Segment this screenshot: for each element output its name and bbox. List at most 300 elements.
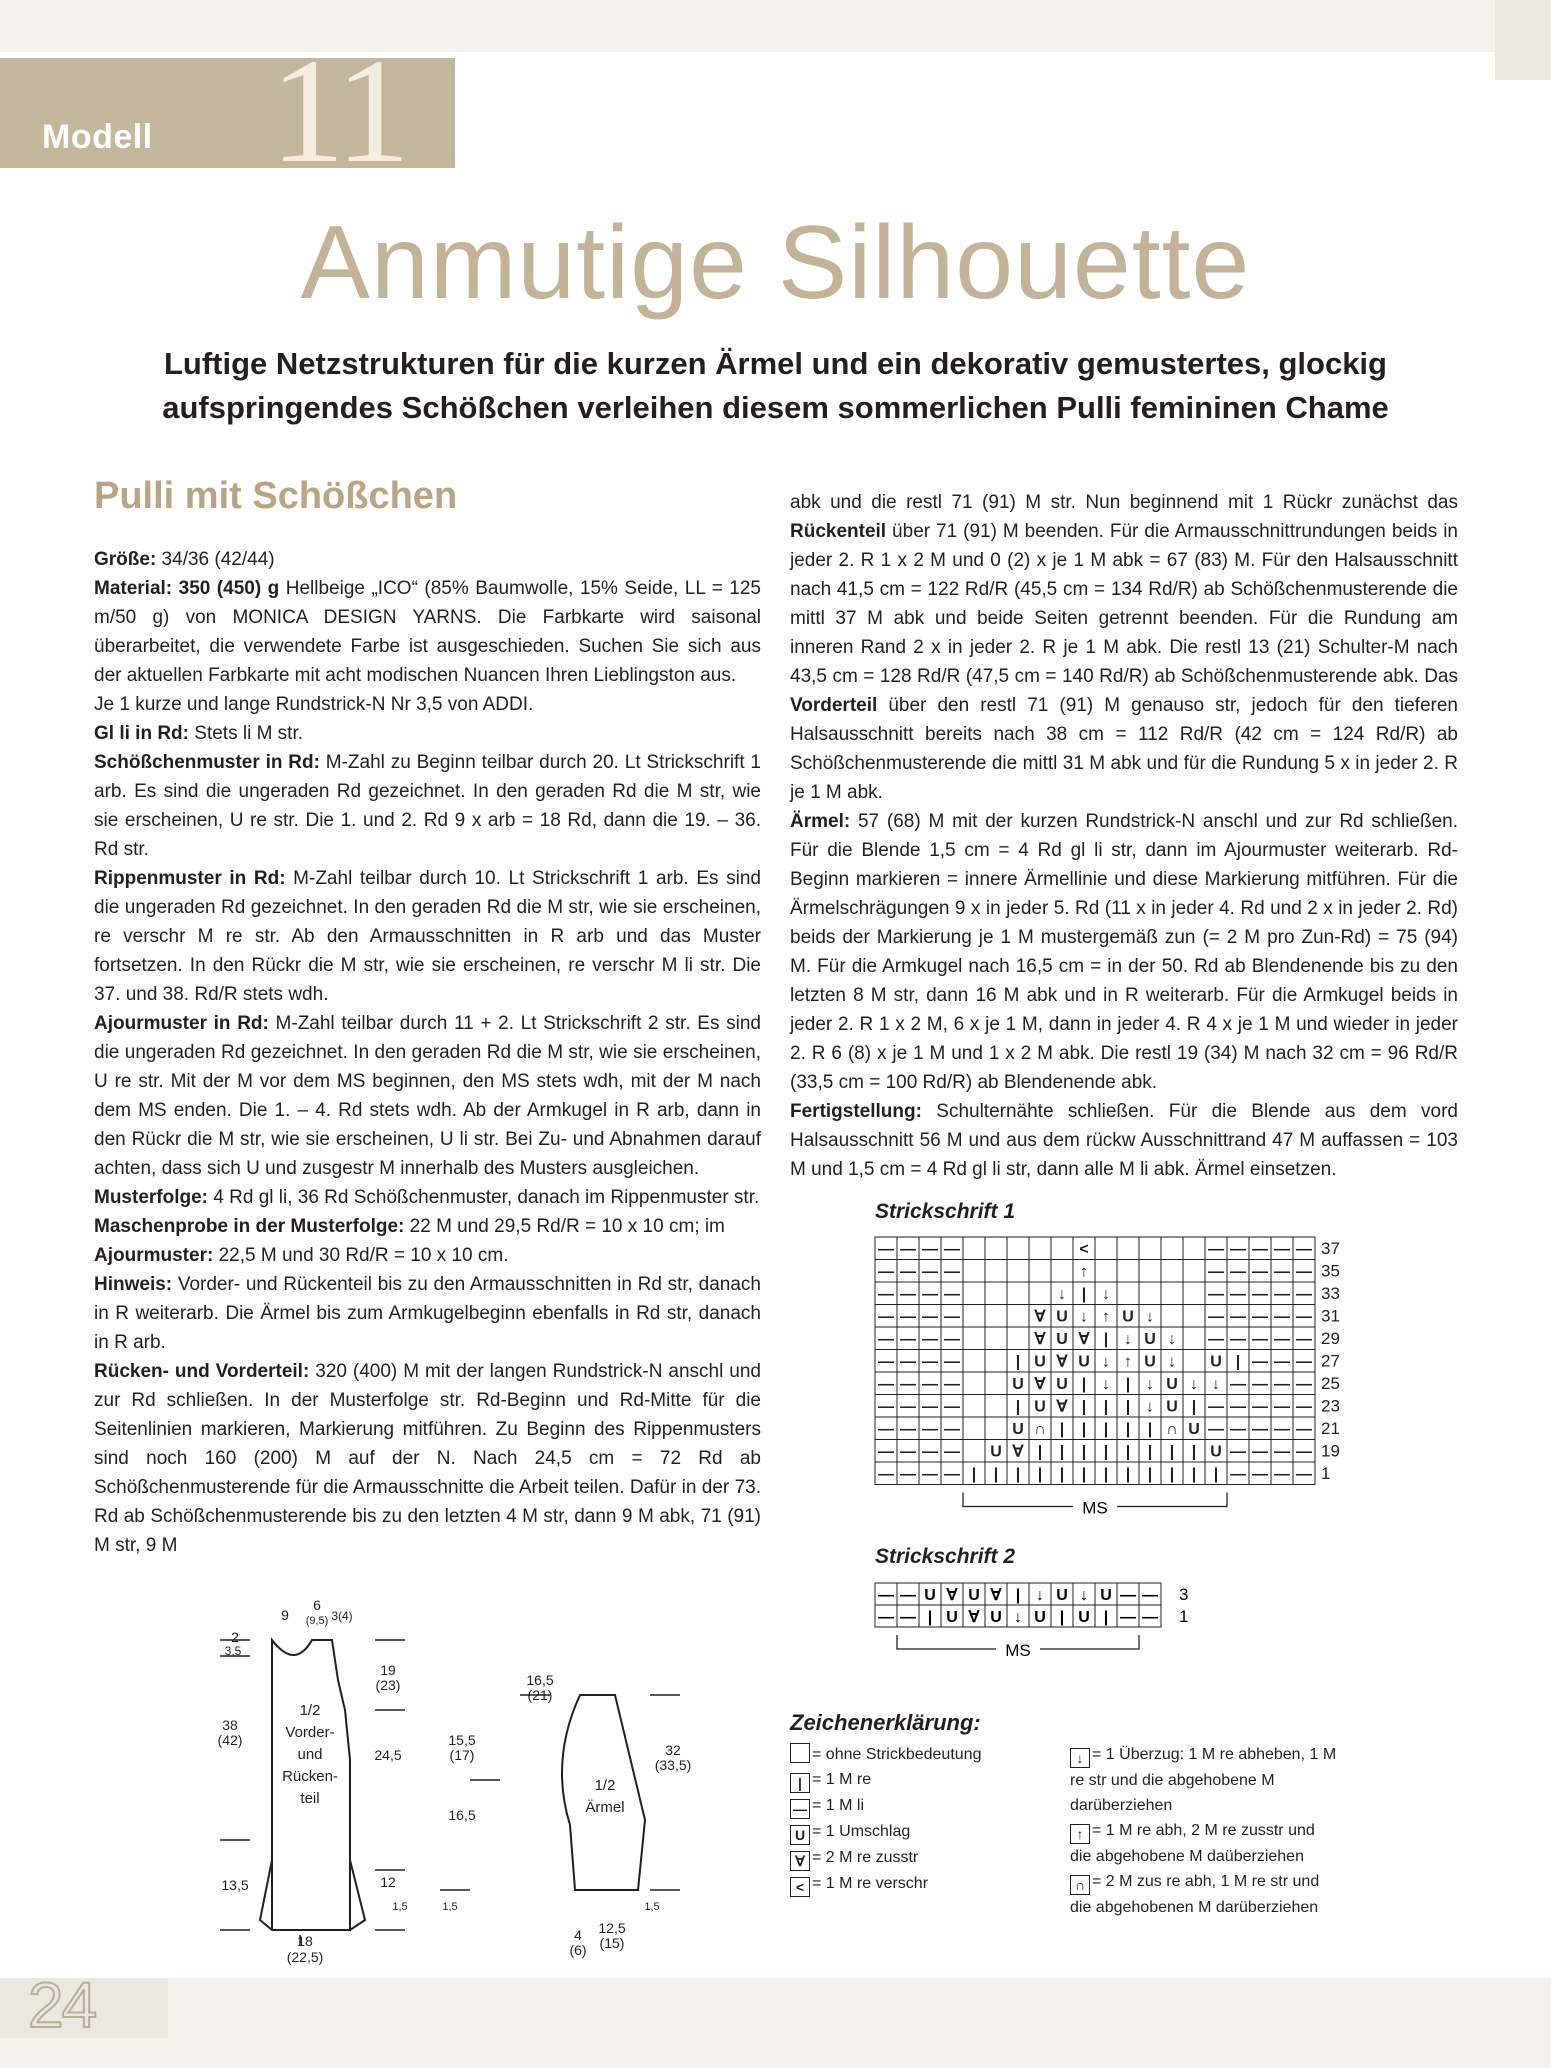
- chart-symbol: —: [944, 1331, 960, 1348]
- chart-symbol: —: [922, 1376, 938, 1393]
- chart-symbol: —: [878, 1331, 894, 1348]
- chart-symbol: —: [900, 1241, 916, 1258]
- chart-symbol: U: [1034, 1353, 1046, 1371]
- schematic-label: 1/2: [299, 1702, 321, 1719]
- chart-symbol: |: [1103, 1443, 1109, 1461]
- subtitle: [40, 342, 1511, 430]
- chart-cell: [985, 1305, 1007, 1328]
- chart-cell: [1183, 1237, 1205, 1260]
- legend-left: [790, 1742, 1080, 1897]
- chart-symbol: —: [878, 1587, 894, 1604]
- chart-symbol: —: [1296, 1308, 1312, 1326]
- chart-symbol: U: [946, 1609, 958, 1626]
- chart-cell: [1183, 1260, 1205, 1283]
- chart-row-label: 27: [1321, 1351, 1340, 1371]
- legend-title: Zeichenerklärung:: [790, 1710, 981, 1735]
- chart-cell: [963, 1372, 985, 1395]
- chart-symbol: —: [878, 1241, 894, 1258]
- chart-symbol: —: [1142, 1609, 1158, 1626]
- chart-symbol: —: [1230, 1308, 1246, 1326]
- chart-symbol: |: [1191, 1443, 1197, 1461]
- schematic-label: Vorder-: [285, 1724, 335, 1741]
- chart-symbol: ∀: [968, 1609, 980, 1626]
- legend-text: = 1 M re verschr: [812, 1875, 929, 1892]
- chart-symbol: |: [1169, 1443, 1175, 1461]
- chart-cell: [1161, 1282, 1183, 1305]
- chart-symbol: ↓: [1058, 1286, 1066, 1303]
- chart-symbol: |: [1235, 1353, 1241, 1371]
- chart-symbol: —: [1208, 1331, 1224, 1348]
- instruction-label: Ajourmuster in Rd:: [94, 1013, 269, 1034]
- instruction-text: M-Zahl teilbar durch 10. Lt Strickschrift 1 arb. Es sind die ungeraden Rd gezeichnet. In den geraden Rd die M str, wie sie erscheinen, re verschr M re str. Ab den Armausschnitten in R arb und das Muster fortsetzen. In den Rückr die M str, wie sie erscheinen, re verschr M li str. Die 37. und 38. Rd/R stets wdh.: [94, 868, 761, 1005]
- chart-symbol: |: [1059, 1466, 1065, 1483]
- instruction-text: 22,5 M und 30 Rd/R = 10 x 10 cm.: [213, 1245, 509, 1266]
- instruction-label: Schößchenmuster in Rd:: [94, 752, 320, 773]
- chart-symbol: —: [1296, 1421, 1312, 1438]
- chart-cell: [1029, 1282, 1051, 1305]
- schematic-label: (17): [449, 1747, 475, 1763]
- schematic-label: 24,5: [374, 1747, 402, 1763]
- chart-symbol: ∀: [1078, 1331, 1090, 1348]
- chart-symbol: —: [922, 1398, 938, 1416]
- chart-symbol: —: [900, 1308, 916, 1326]
- chart-symbol: —: [1208, 1286, 1224, 1303]
- chart-symbol: —: [1208, 1421, 1224, 1438]
- instruction-label: Größe:: [94, 549, 157, 570]
- chart-symbol: ∩: [1166, 1421, 1178, 1438]
- chart-symbol: |: [1191, 1466, 1197, 1483]
- chart-symbol: —: [1252, 1331, 1268, 1348]
- chart-row-label: 1: [1321, 1464, 1331, 1483]
- chart-symbol: U: [1144, 1353, 1156, 1371]
- chart-symbol: —: [944, 1263, 960, 1281]
- chart-symbol: U: [1100, 1587, 1112, 1604]
- instruction-label: Rippenmuster in Rd:: [94, 868, 286, 889]
- chart-symbol: —: [1274, 1331, 1290, 1348]
- chart-cell: [1029, 1260, 1051, 1283]
- chart-symbol: U: [1122, 1308, 1134, 1326]
- chart-symbol: —: [1230, 1331, 1246, 1348]
- legend-item: [790, 1793, 1080, 1819]
- legend-symbol-icon: ↑: [1070, 1824, 1090, 1844]
- chart-symbol: |: [1081, 1421, 1087, 1438]
- schematic-label: 12: [380, 1874, 396, 1890]
- chart-symbol: |: [1147, 1421, 1153, 1438]
- chart-symbol: —: [1252, 1286, 1268, 1303]
- chart-symbol: —: [1252, 1466, 1268, 1483]
- chart-symbol: —: [922, 1466, 938, 1483]
- chart-symbol: —: [1230, 1466, 1246, 1483]
- chart-symbol: —: [944, 1308, 960, 1326]
- chart-symbol: —: [1208, 1398, 1224, 1416]
- legend-text: = 1 Überzug: 1 M re abheben, 1 M re str und die abgehobene M darüberziehen: [1070, 1746, 1337, 1814]
- page-number: 24: [28, 1969, 96, 2041]
- chart-symbol: —: [878, 1609, 894, 1626]
- instruction-text: 22 M und 29,5 Rd/R = 10 x 10 cm; im: [404, 1216, 725, 1237]
- ms-label: MS: [1005, 1641, 1031, 1660]
- chart-symbol: U: [1056, 1587, 1068, 1604]
- chart-symbol: |: [1015, 1587, 1021, 1604]
- chart-symbol: —: [878, 1443, 894, 1461]
- instruction-label: Rückenteil: [790, 521, 887, 542]
- chart-symbol: —: [944, 1241, 960, 1258]
- chart-symbol: ↓: [1212, 1376, 1220, 1393]
- chart-symbol: —: [1296, 1443, 1312, 1461]
- chart-symbol: ↓: [1102, 1353, 1110, 1371]
- instructions-column-2: [790, 488, 1458, 1184]
- schematic-label: 32: [665, 1742, 681, 1758]
- chart-symbol: —: [1230, 1376, 1246, 1393]
- chart-symbol: U: [1144, 1331, 1156, 1348]
- ms-label: MS: [1082, 1498, 1108, 1518]
- chart-symbol: |: [1147, 1443, 1153, 1461]
- schematic-label: 2: [231, 1629, 239, 1645]
- chart-cell: [985, 1260, 1007, 1283]
- chart-cell: [1051, 1237, 1073, 1260]
- chart-symbol: —: [1252, 1263, 1268, 1281]
- chart-symbol: —: [944, 1421, 960, 1438]
- chart-symbol: —: [944, 1466, 960, 1483]
- chart-symbol: —: [900, 1443, 916, 1461]
- chart-symbol: —: [878, 1286, 894, 1303]
- schematic-label: 3(4): [331, 1609, 353, 1623]
- chart-symbol: |: [1147, 1466, 1153, 1483]
- chart-cell: [963, 1260, 985, 1283]
- legend-item: [790, 1819, 1080, 1845]
- instruction-text: über den restl 71 (91) M genauso str, jedoch für den tieferen Halsausschnitt bereits nach 38 cm = 112 Rd/R (42 cm = 124 Rd/R) ab Schößchenmusterende die mittl 31 M abk und für die Rundung 5 x in jeder 2. R je 1 M abk.: [790, 695, 1458, 803]
- chart-symbol: |: [1015, 1353, 1021, 1371]
- chart-cell: [1183, 1282, 1205, 1305]
- peplum-outline: [350, 1860, 365, 1930]
- instruction-label: Vorderteil: [790, 695, 878, 716]
- chart-symbol: ∀: [1034, 1308, 1046, 1326]
- chart-symbol: —: [1296, 1353, 1312, 1371]
- instruction-text: abk und die restl 71 (91) M str. Nun beginnend mit 1 Rückr zunächst das: [790, 492, 1458, 513]
- chart-symbol: |: [993, 1466, 999, 1483]
- chart-symbol: —: [1274, 1241, 1290, 1258]
- schematic-label: 1/2: [594, 1777, 616, 1794]
- chart-cell: [1095, 1237, 1117, 1260]
- schematic-label: 9: [281, 1607, 289, 1623]
- chart-symbol: —: [1252, 1443, 1268, 1461]
- chart-symbol: —: [1274, 1353, 1290, 1371]
- chart-cell: [1007, 1237, 1029, 1260]
- chart-symbol: —: [944, 1286, 960, 1303]
- chart-cell: [1117, 1260, 1139, 1283]
- chart-symbol: |: [971, 1466, 977, 1483]
- chart-symbol: |: [1081, 1443, 1087, 1461]
- legend-item: [790, 1767, 1080, 1793]
- chart-symbol: <: [1079, 1241, 1089, 1258]
- chart-cell: [1117, 1237, 1139, 1260]
- chart-symbol: U: [1078, 1609, 1090, 1626]
- schematic-label: 16,5: [526, 1672, 554, 1688]
- chart-symbol: —: [1252, 1308, 1268, 1326]
- chart-symbol: ∀: [1034, 1376, 1046, 1393]
- chart-symbol: |: [1059, 1443, 1065, 1461]
- chart-symbol: —: [1208, 1263, 1224, 1281]
- chart-symbol: ∀: [1012, 1443, 1024, 1461]
- chart-row-label: 21: [1321, 1419, 1340, 1438]
- instruction-label: Gl li in Rd:: [94, 723, 189, 744]
- chart-row-label: 37: [1321, 1239, 1340, 1258]
- chart-cell: [985, 1237, 1007, 1260]
- instruction-text: Stets li M str.: [189, 723, 304, 744]
- chart-row-label: 35: [1321, 1261, 1340, 1281]
- schematic-label: (15): [599, 1935, 625, 1951]
- chart-symbol: —: [1252, 1421, 1268, 1438]
- chart-symbol: |: [1169, 1466, 1175, 1483]
- chart-symbol: U: [1166, 1376, 1178, 1393]
- chart-symbol: U: [1166, 1398, 1178, 1416]
- legend-symbol-icon: <: [790, 1877, 810, 1897]
- chart-symbol: —: [900, 1609, 916, 1626]
- schematic-label: 13,5: [221, 1877, 249, 1893]
- chart-cell: [1139, 1237, 1161, 1260]
- schematic-label: 12,5: [598, 1920, 626, 1936]
- chart-symbol: —: [944, 1398, 960, 1416]
- chart-symbol: —: [878, 1308, 894, 1326]
- legend-text: = 1 M re: [812, 1771, 872, 1788]
- schematic-label: Rücken-: [282, 1768, 338, 1785]
- chart-symbol: ∀: [946, 1587, 958, 1604]
- chart-cell: [1029, 1237, 1051, 1260]
- chart-row-label: 25: [1321, 1374, 1340, 1393]
- top-corner-decoration: [1495, 0, 1551, 80]
- chart-symbol: —: [1274, 1286, 1290, 1303]
- chart-symbol: —: [1274, 1421, 1290, 1438]
- chart-symbol: |: [1125, 1421, 1131, 1438]
- chart-symbol: U: [1210, 1443, 1222, 1461]
- schematic-label: 16,5: [448, 1807, 476, 1823]
- chart-symbol: —: [878, 1421, 894, 1438]
- chart-cell: [985, 1372, 1007, 1395]
- schematic-label: 15,5: [448, 1732, 476, 1748]
- chart-symbol: —: [1230, 1421, 1246, 1438]
- modell-number: 11: [270, 28, 407, 194]
- chart-symbol: |: [1103, 1421, 1109, 1438]
- chart-symbol: ↓: [1102, 1376, 1110, 1393]
- chart-symbol: ∀: [1056, 1398, 1068, 1416]
- instructions-column-1: [94, 545, 761, 1560]
- legend-symbol-icon: [790, 1743, 810, 1763]
- legend-symbol-icon: U: [790, 1825, 810, 1845]
- chart-symbol: |: [1081, 1286, 1087, 1303]
- chart-symbol: ↓: [1146, 1398, 1154, 1416]
- schematic-label: 1,5: [392, 1901, 408, 1913]
- chart1-grid: [870, 1232, 1350, 1522]
- chart-symbol: —: [878, 1376, 894, 1393]
- chart-symbol: |: [1103, 1466, 1109, 1483]
- chart-symbol: |: [1125, 1466, 1131, 1483]
- chart-symbol: ↓: [1146, 1376, 1154, 1393]
- chart-symbol: —: [944, 1376, 960, 1393]
- chart-symbol: ↓: [1102, 1286, 1110, 1303]
- chart-symbol: |: [1125, 1443, 1131, 1461]
- chart-symbol: —: [1296, 1376, 1312, 1393]
- chart-symbol: —: [900, 1331, 916, 1348]
- chart-cell: [1139, 1282, 1161, 1305]
- chart-symbol: —: [922, 1286, 938, 1303]
- chart-symbol: ↑: [1080, 1263, 1088, 1281]
- chart-symbol: —: [1230, 1398, 1246, 1416]
- chart-symbol: U: [1210, 1353, 1222, 1371]
- chart-symbol: —: [1296, 1241, 1312, 1258]
- chart-cell: [1007, 1327, 1029, 1350]
- chart-row-label: 1: [1179, 1607, 1189, 1626]
- chart-symbol: —: [922, 1308, 938, 1326]
- chart-symbol: —: [1230, 1241, 1246, 1258]
- chart-symbol: U: [990, 1609, 1002, 1626]
- instruction-label: Ajourmuster:: [94, 1245, 214, 1266]
- chart-cell: [985, 1350, 1007, 1373]
- chart-cell: [963, 1327, 985, 1350]
- schematic-label: (22,5): [286, 1949, 324, 1965]
- chart-cell: [985, 1327, 1007, 1350]
- chart-cell: [1161, 1237, 1183, 1260]
- chart-symbol: —: [922, 1241, 938, 1258]
- chart-symbol: ↓: [1168, 1353, 1176, 1371]
- instruction-text: Schulternähte schließen. Für die Blende aus dem vord Halsausschnitt 56 M und aus dem rückw Ausschnittrand 47 M auffassen = 103 M und 1,5 cm = 4 Rd gl li str, dann alle M li abk. Ärmel einsetzen.: [790, 1101, 1458, 1180]
- instruction-label: Fertigstellung:: [790, 1101, 922, 1122]
- legend-right: [1070, 1742, 1340, 1920]
- chart-symbol: —: [900, 1587, 916, 1604]
- chart-symbol: —: [900, 1353, 916, 1371]
- chart-symbol: —: [878, 1398, 894, 1416]
- chart-cell: [985, 1282, 1007, 1305]
- instruction-label: Musterfolge:: [94, 1187, 208, 1208]
- instruction-text: M-Zahl zu Beginn teilbar durch 20. Lt Strickschrift 1 arb. Es sind die ungeraden Rd gezeichnet. In den geraden Rd die M str, wie sie erscheinen, U re str. Die 1. und 2. Rd 9 x arb = 18 Rd, dann die 19. – 36. Rd str.: [94, 752, 761, 860]
- chart-symbol: U: [1188, 1421, 1200, 1438]
- legend-text: = ohne Strickbedeutung: [812, 1746, 982, 1763]
- chart-symbol: ∀: [990, 1587, 1002, 1604]
- chart-symbol: —: [878, 1466, 894, 1483]
- instruction-text: Vorder- und Rückenteil bis zu den Armausschnitten in Rd str, danach in R weiterarb. Die Ärmel bis zum Armkugelbeginn ebenfalls in Rd str, danach in R arb.: [94, 1274, 761, 1353]
- chart-symbol: —: [1274, 1443, 1290, 1461]
- peplum-outline: [260, 1860, 272, 1930]
- chart-symbol: U: [1078, 1353, 1090, 1371]
- chart-symbol: ↓: [1190, 1376, 1198, 1393]
- chart-symbol: |: [1103, 1609, 1109, 1626]
- instruction-label: Rücken- und Vorderteil:: [94, 1361, 310, 1382]
- legend-symbol-icon: —: [790, 1799, 810, 1819]
- chart-symbol: |: [1059, 1421, 1065, 1438]
- chart-symbol: |: [1125, 1376, 1131, 1393]
- chart-symbol: |: [1037, 1443, 1043, 1461]
- chart-symbol: —: [900, 1286, 916, 1303]
- chart-symbol: —: [1252, 1353, 1268, 1371]
- legend-symbol-icon: ∀: [790, 1851, 810, 1871]
- legend-symbol-icon: ↓: [1070, 1748, 1090, 1768]
- legend-item: [790, 1845, 1080, 1871]
- schematic-label: 3,5: [224, 1644, 242, 1658]
- chart-symbol: U: [1056, 1331, 1068, 1348]
- chart-cell: [1183, 1350, 1205, 1373]
- chart-symbol: |: [1103, 1398, 1109, 1416]
- chart-symbol: —: [1274, 1398, 1290, 1416]
- chart-symbol: —: [1252, 1398, 1268, 1416]
- chart-symbol: U: [1056, 1376, 1068, 1393]
- chart-symbol: —: [1142, 1587, 1158, 1604]
- chart-cell: [1051, 1260, 1073, 1283]
- chart-symbol: —: [900, 1466, 916, 1483]
- schematic-label: 38: [222, 1717, 238, 1733]
- schematic-label: (21): [527, 1687, 553, 1703]
- legend-text: = 2 M re zusstr: [812, 1849, 919, 1866]
- chart-symbol: —: [900, 1263, 916, 1281]
- legend-text: = 2 M zus re abh, 1 M re str und die abgehobenen M darüberziehen: [1070, 1873, 1320, 1916]
- instruction-text: über 71 (91) M beenden. Für die Armausschnittrundungen beids in jeder 2. R 1 x 2 M und 0 (2) x je 1 M abk = 67 (83) M. Für den Halsausschnitt nach 41,5 cm = 122 Rd/R (45,5 cm = 134 Rd/R) ab Schößchenmusterende die mittl 37 M abk und beide Seiten getrennt beenden. Für die Rundung am inneren Rand 2 x in jeder 2. R je 1 M abk. Die restl 13 (21) Schulter-M nach 43,5 cm = 128 Rd/R (47,5 cm = 140 Rd/R) ab Schößchenmusterende abk. Das: [790, 521, 1458, 687]
- instruction-text: M-Zahl teilbar durch 11 + 2. Lt Strickschrift 2 str. Es sind die ungeraden Rd gezeichnet. In den geraden Rd die M str, wie sie erscheinen, U re str. Mit der M vor dem MS beginnen, den MS stets wdh, mit der M nach dem MS enden. Die 1. – 4. Rd stets wdh. Ab der Armkugel in R arb, dann in den Rückr die M str, wie sie erscheinen, U li str. Bei Zu- und Abnahmen darauf achten, dass sich U und zusgestr M innerhalb des Musters ausgleichen.: [94, 1013, 761, 1179]
- legend-item: [1070, 1818, 1340, 1869]
- legend-item: [790, 1742, 1080, 1767]
- chart-cell: [1161, 1260, 1183, 1283]
- instruction-text: 57 (68) M mit der kurzen Rundstrick-N anschl und zur Rd schließen. Für die Blende 1,5 cm = 4 Rd gl li str, dann im Ajourmuster weiterarb. Rd-Beginn markieren = innere Ärmellinie und diese Markierung mitführen. Für die Ärmelschrägungen 9 x in jeder 5. Rd (11 x in jeder 4. Rd und 2 x in jeder 2. Rd) beids der Markierung je 1 M mustergemäß zun (= 2 M pro Zun-Rd) = 75 (94) M. Für die Armkugel nach 16,5 cm = in der 50. Rd ab Blendenende bis zu den letzten 8 M str, dann 16 M abk und in R weiterarb. Für die Armkugel beids in jeder 2. R 1 x 2 M, 6 x je 1 M, dann in jeder 4. R 4 x je 1 M und wieder in jeder 2. R 6 (8) x je 1 M und 1 x 2 M abk. Die restl 19 (34) M nach 32 cm = 96 Rd/R (33,5 cm = 100 Rd/R) ab Blendenende abk.: [790, 811, 1458, 1093]
- chart-symbol: |: [1015, 1398, 1021, 1416]
- chart-symbol: —: [1230, 1263, 1246, 1281]
- chart-symbol: |: [1191, 1398, 1197, 1416]
- chart-cell: [985, 1395, 1007, 1418]
- page-title: Anmutige Silhouette: [300, 205, 1251, 321]
- chart-cell: [1117, 1282, 1139, 1305]
- chart-symbol: |: [1213, 1466, 1219, 1483]
- schematic-label: 6: [313, 1597, 321, 1613]
- chart-symbol: —: [1296, 1398, 1312, 1416]
- chart-row-label: 3: [1179, 1585, 1189, 1604]
- chart-cell: [963, 1440, 985, 1463]
- schematic-label: (42): [217, 1732, 243, 1748]
- chart-symbol: —: [1296, 1263, 1312, 1281]
- chart-symbol: —: [1208, 1241, 1224, 1258]
- schematic-label: 1,5: [442, 1901, 458, 1913]
- chart-symbol: —: [1296, 1466, 1312, 1483]
- instruction-text: Hellbeige „ICO“ (85% Baumwolle, 15% Seide, LL = 125 m/50 g) von MONICA DESIGN YARNS. Die Farbkarte wird saisonal überarbeitet, die verwendete Farbe ist ausgeschieden. Suchen Sie sich aus der aktuellen Farbkarte mit acht modischen Nuancen Ihren Lieblingston aus.: [94, 578, 761, 686]
- chart-cell: [1139, 1260, 1161, 1283]
- legend-text: = 1 M li: [812, 1797, 865, 1814]
- chart-symbol: —: [1120, 1609, 1136, 1626]
- chart-symbol: —: [1274, 1263, 1290, 1281]
- legend-symbol-icon: ∩: [1070, 1875, 1090, 1895]
- chart-symbol: |: [1081, 1376, 1087, 1393]
- chart-row-label: 29: [1321, 1329, 1340, 1348]
- legend-text: = 1 M re abh, 2 M re zusstr und die abgehobene M daüberziehen: [1070, 1822, 1315, 1865]
- chart2-title: Strickschrift 2: [875, 1545, 1016, 1568]
- chart-symbol: —: [1296, 1331, 1312, 1348]
- chart-symbol: |: [1037, 1466, 1043, 1483]
- chart-cell: [963, 1417, 985, 1440]
- legend-item: [1070, 1869, 1340, 1920]
- chart2-grid: [870, 1578, 1200, 1663]
- chart-symbol: —: [1208, 1308, 1224, 1326]
- chart-symbol: |: [1015, 1466, 1021, 1483]
- modell-label: Modell: [42, 118, 153, 156]
- chart-symbol: —: [900, 1421, 916, 1438]
- chart-symbol: U: [1034, 1398, 1046, 1416]
- chart-symbol: U: [968, 1587, 980, 1604]
- chart-symbol: ↓: [1036, 1587, 1044, 1604]
- instruction-text: 4 Rd gl li, 36 Rd Schößchenmuster, danach im Rippenmuster str.: [208, 1187, 760, 1208]
- chart-row-label: 33: [1321, 1284, 1340, 1303]
- legend-item: [1070, 1742, 1340, 1818]
- chart-row-label: 19: [1321, 1441, 1340, 1461]
- chart-symbol: —: [900, 1376, 916, 1393]
- chart-symbol: U: [1012, 1376, 1024, 1393]
- chart-symbol: —: [922, 1421, 938, 1438]
- chart-symbol: ↓: [1080, 1587, 1088, 1604]
- chart-symbol: ∀: [1056, 1353, 1068, 1371]
- chart-symbol: ↑: [1124, 1353, 1132, 1371]
- chart-symbol: —: [1274, 1466, 1290, 1483]
